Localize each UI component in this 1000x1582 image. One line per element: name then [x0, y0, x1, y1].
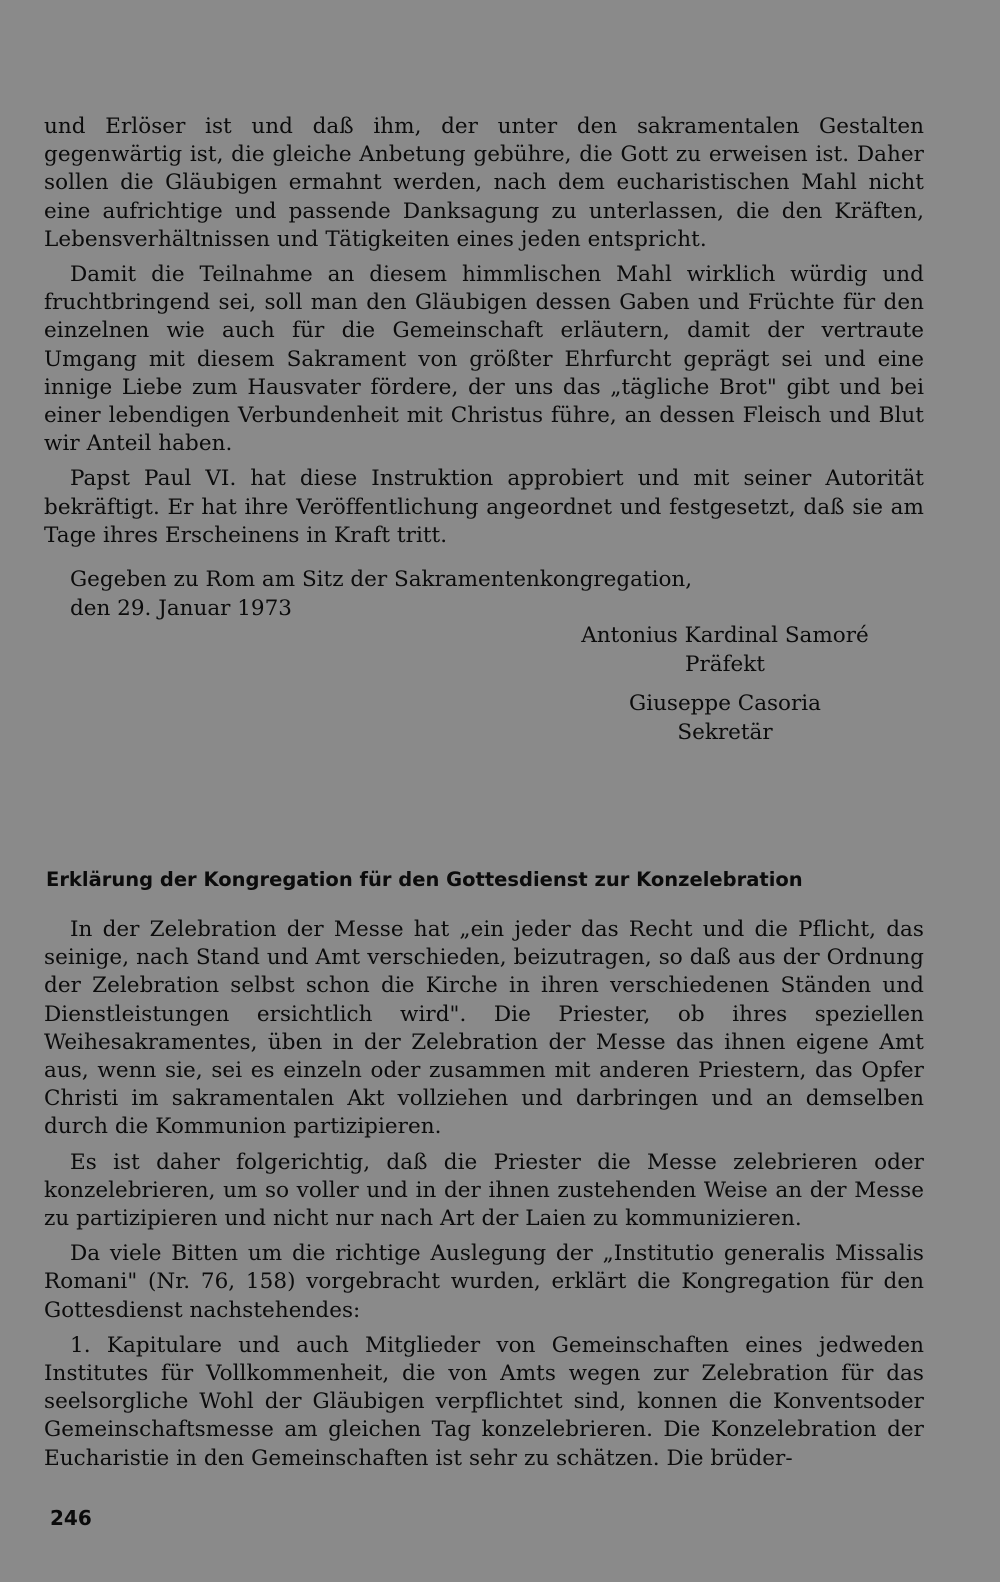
signature-prefect — [540, 622, 910, 679]
date-place-line — [70, 566, 692, 623]
signatory-title: Sekretär — [677, 719, 773, 745]
paragraph: In der Zelebration der Messe hat „ein jeder das Recht und die Pflicht, das seinige, nach Stand und Amt verschieden, beizutragen, so daß aus der Ordnung der Zelebration selbst schon die Kirche in ihren verschiedenen Ständen und Dienstleistungen ersichtlich wird". Die Priester, ob ihres speziellen Weihesakramentes, üben in der Zelebration der Messe das ihnen eigene Amt aus, wenn sie, sei es einzeln oder zusammen mit anderen Priestern, das Opfer Christi im sakramentalen Akt vollziehen und darbringen und an demselben durch die Kommunion partizipieren. — [44, 917, 924, 1140]
paragraph: Papst Paul VI. hat diese Instruktion approbiert und mit seiner Autorität bekräftigt. Er hat ihre Veröffentlichung angeordnet und festgesetzt, daß sie am Tage ihres Erscheinens in Kraft tritt. — [44, 466, 924, 548]
given-line-2: den 29. Januar 1973 — [70, 595, 292, 621]
signature-secretary — [540, 690, 910, 747]
signatory-title: Präfekt — [685, 651, 765, 677]
given-line-1: Gegeben zu Rom am Sitz der Sakramentenkongregation, — [70, 567, 693, 592]
section-heading: Erklärung der Kongregation für den Gottesdienst zur Konzelebration — [46, 868, 803, 891]
body-text-bottom — [44, 916, 924, 1480]
signatory-name: Giuseppe Casoria — [629, 691, 821, 716]
paragraph: 1. Kapitulare und auch Mitglieder von Gemeinschaften eines jedweden Institutes für Vollkommenheit, die von Amts wegen zur Zelebration für das seelsorgliche Wohl der Gläubigen verpflichtet sind, konnen die Konventsoder Gemeinschaftsmesse am gleichen Tag konzelebrieren. Die Konzelebration der Eucharistie in den Gemeinschaften ist sehr zu schätzen. Die brüder- — [44, 1332, 924, 1471]
page-number: 246 — [50, 1506, 92, 1530]
body-text-top — [44, 113, 924, 557]
paragraph: Da viele Bitten um die richtige Auslegung der „Institutio generalis Missalis Romani" (Nr. 76, 158) vorgebracht wurden, erklärt die Kongregation für den Gottesdienst nachstehendes: — [44, 1241, 924, 1323]
paragraph: und Erlöser ist und daß ihm, der unter den sakramentalen Gestalten gegenwärtig ist, die gleiche Anbetung gebühre, die Gott zu erweisen ist. Daher sollen die Gläubigen ermahnt werden, nach dem eucharistischen Mahl nicht eine aufrichtige und passende Danksagung zu unterlassen, die den Kräften, Lebensverhältnissen und Tätigkeiten eines jeden entspricht. — [44, 114, 924, 252]
signatory-name: Antonius Kardinal Samoré — [581, 623, 869, 648]
paragraph: Damit die Teilnahme an diesem himmlischen Mahl wirklich würdig und fruchtbringend sei, soll man den Gläubigen dessen Gaben und Früchte für den einzelnen wie auch für die Gemeinschaft erläutern, damit der vertraute Umgang mit diesem Sakrament von größter Ehrfurcht geprägt sei und eine innige Liebe zum Hausvater fördere, der uns das „tägliche Brot" gibt und bei einer lebendigen Verbundenheit mit Christus führe, an dessen Fleisch und Blut wir Anteil haben. — [44, 262, 924, 457]
paragraph: Es ist daher folgerichtig, daß die Priester die Messe zelebrieren oder konzelebrieren, um so voller und in der ihnen zustehenden Weise an der Messe zu partizipieren und nicht nur nach Art der Laien zu kommunizieren. — [44, 1149, 924, 1232]
